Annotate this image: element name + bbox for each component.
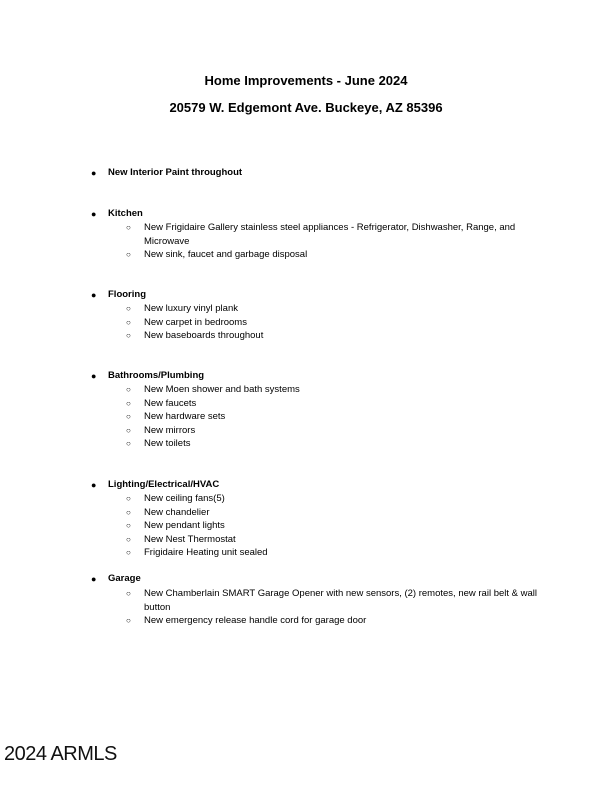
section-heading: Lighting/Electrical/HVAC (108, 479, 220, 490)
circle-bullet-icon: ○ (126, 616, 131, 625)
circle-bullet-icon: ○ (126, 589, 131, 598)
list-item: ○ New sink, faucet and garbage disposal (126, 249, 308, 260)
bullet-icon: ● (91, 574, 97, 584)
item-list (126, 587, 544, 628)
list-item: ○ New emergency release handle cord for garage door (126, 615, 367, 626)
circle-bullet-icon: ○ (126, 317, 131, 327)
bullet-icon: ● (91, 209, 97, 219)
circle-bullet-icon: ○ (126, 250, 131, 259)
list-item: ○ New ceiling fans(5) (126, 493, 225, 504)
bullet-icon: ● (91, 290, 97, 300)
section-heading: Kitchen (108, 208, 143, 219)
list-item: ○ New Chamberlain SMART Garage Opener with new sensors, (2) remotes, new rail belt & wall button (126, 588, 538, 613)
circle-bullet-icon: ○ (126, 304, 131, 313)
list-item: ○ New chandelier (126, 506, 210, 518)
circle-bullet-icon: ○ (126, 521, 131, 530)
property-address: 20579 W. Edgemont Ave. Buckeye, AZ 85396 (169, 100, 443, 115)
list-item: ○ New Frigidaire Gallery stainless steel appliances - Refrigerator, Dishwasher, Range, and Microwave (126, 222, 516, 247)
section-heading: Garage (108, 573, 141, 584)
section-heading: Bathrooms/Plumbing (108, 370, 205, 381)
list-item: ○ New carpet in bedrooms (126, 316, 247, 328)
list-item: ○ New baseboards throughout (126, 330, 264, 341)
document-title: Home Improvements - June 2024 (204, 73, 408, 88)
circle-bullet-icon: ○ (126, 398, 131, 408)
list-item: ○ New toilets (126, 438, 191, 449)
list-item: ○ Frigidaire Heating unit sealed (126, 547, 268, 558)
circle-bullet-icon: ○ (126, 494, 131, 503)
list-item: ○ New luxury vinyl plank (126, 303, 238, 314)
bullet-icon: ● (91, 168, 97, 178)
copyright-watermark: 2024 ARMLS (4, 743, 117, 765)
list-item: ○ New Moen shower and bath systems (126, 384, 300, 395)
circle-bullet-icon: ○ (126, 548, 131, 557)
item-list (126, 221, 544, 262)
list-item: ○ New mirrors (126, 424, 196, 436)
circle-bullet-icon: ○ (126, 425, 131, 435)
list-item: ○ New hardware sets (126, 411, 226, 422)
circle-bullet-icon: ○ (126, 412, 131, 421)
circle-bullet-icon: ○ (126, 385, 131, 394)
bullet-icon: ● (91, 480, 97, 490)
item-list (126, 302, 544, 343)
circle-bullet-icon: ○ (126, 223, 131, 232)
section-heading: New Interior Paint throughout (108, 167, 243, 178)
section-heading: Flooring (108, 289, 146, 300)
circle-bullet-icon: ○ (126, 439, 131, 448)
circle-bullet-icon: ○ (126, 331, 131, 340)
list-item: ○ New faucets (126, 397, 197, 409)
item-list (126, 383, 544, 451)
item-list (126, 492, 544, 560)
list-item: ○ New Nest Thermostat (126, 533, 236, 545)
bullet-icon: ● (91, 371, 97, 381)
circle-bullet-icon: ○ (126, 534, 131, 544)
list-item: ○ New pendant lights (126, 520, 225, 531)
circle-bullet-icon: ○ (126, 507, 131, 517)
